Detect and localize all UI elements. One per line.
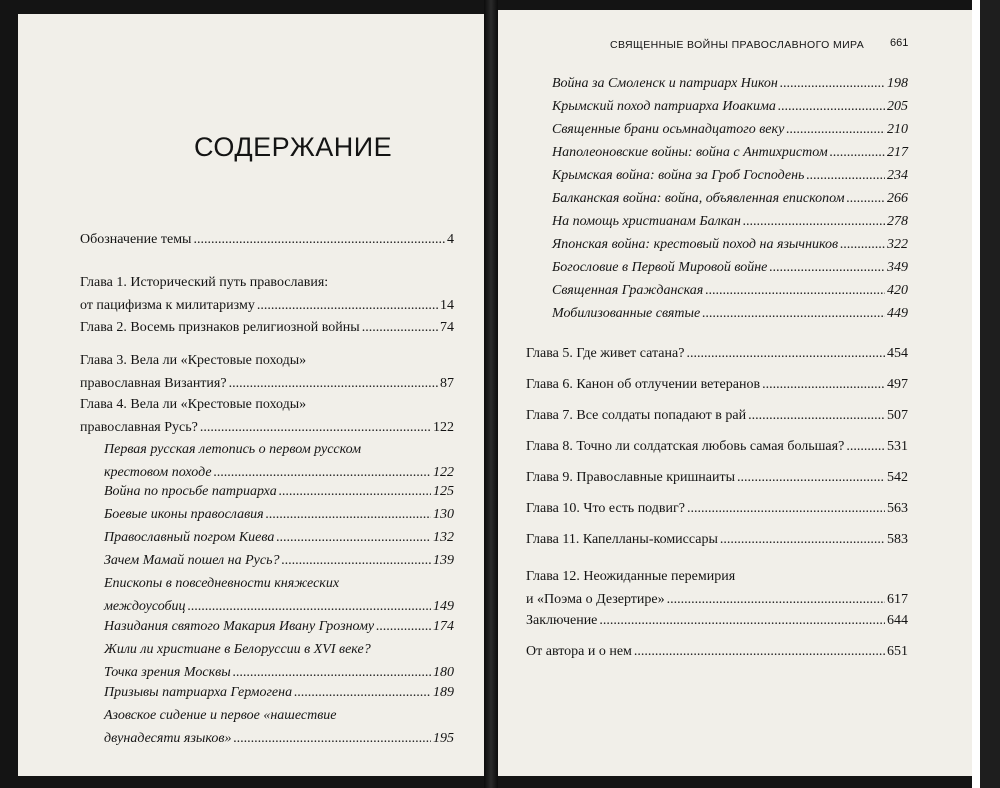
toc-entry-title: Назидания святого Макария Ивану Грозному [104, 619, 375, 634]
right-page [498, 10, 972, 776]
leader-dots [786, 118, 885, 141]
toc-subentry [552, 141, 908, 164]
leader-dots [667, 588, 885, 611]
leader-dots [266, 503, 431, 526]
toc-page-number: 420 [887, 283, 908, 298]
toc-subentry [552, 256, 908, 279]
toc-subentry [104, 480, 454, 503]
toc-entry-title: междоусобиц [104, 599, 186, 614]
toc-entry-line [104, 480, 454, 503]
leader-dots [702, 302, 885, 325]
toc-entry [526, 565, 908, 611]
toc-entry-title: Точка зрения Москвы [104, 665, 231, 680]
toc-entry-title: Глава 4. Вела ли «Крестовые походы» [80, 397, 307, 412]
leader-dots [281, 549, 431, 572]
toc-entry-line [104, 638, 454, 661]
toc-subentry [552, 164, 908, 187]
toc-entry-title: Первая русская летопись о первом русском [104, 442, 362, 457]
page-number: 661 [890, 37, 909, 49]
leader-dots [687, 497, 885, 520]
toc-entry-title: Крымский поход патриарха Иоакима [552, 99, 776, 114]
toc-entry-line [104, 438, 454, 461]
toc-entry-line [526, 565, 908, 588]
toc-entry-line [526, 373, 908, 396]
toc-subentry [552, 210, 908, 233]
toc-entry-line [552, 210, 908, 233]
toc-subentry [552, 233, 908, 256]
toc-page-number: 507 [887, 408, 908, 423]
toc-entry-title: православная Византия? [80, 376, 227, 391]
toc-entry-line [526, 609, 908, 632]
toc-entry-title: двунадесяти языков» [104, 731, 232, 746]
page-edge [972, 0, 1000, 788]
leader-dots [846, 435, 885, 458]
toc-page-number: 125 [433, 484, 454, 499]
leader-dots [376, 615, 431, 638]
toc-entry [80, 271, 454, 317]
toc-entry-line [104, 681, 454, 704]
toc-entry-title: Глава 5. Где живет сатана? [526, 346, 685, 361]
toc-entry [80, 349, 454, 395]
toc-entry-line [80, 372, 454, 395]
toc-page-number: 542 [887, 470, 908, 485]
toc-page-number: 132 [433, 530, 454, 545]
leader-dots [806, 164, 885, 187]
toc-entry-title: православная Русь? [80, 420, 198, 435]
toc-page-number: 531 [887, 439, 908, 454]
toc-page-number: 130 [433, 507, 454, 522]
toc-entry-line [104, 526, 454, 549]
toc-page-number: 349 [887, 260, 908, 275]
leader-dots [743, 210, 885, 233]
toc-page-number: 449 [887, 306, 908, 321]
leader-dots [200, 416, 431, 439]
toc-entry-line [526, 435, 908, 458]
leader-dots [229, 372, 438, 395]
toc-entry-title: Глава 10. Что есть подвиг? [526, 501, 685, 516]
toc-entry [526, 609, 908, 632]
toc-entry [526, 435, 908, 458]
toc-entry-title: Глава 8. Точно ли солдатская любовь самая большая? [526, 439, 845, 454]
toc-entry-title: Епископы в повседневности княжеских [104, 576, 340, 591]
toc-entry-line [80, 271, 454, 294]
toc-page-number: 210 [887, 122, 908, 137]
leader-dots [634, 640, 885, 663]
toc-entry-line [104, 615, 454, 638]
toc-entry-title: Балканская война: война, объявленная епископом [552, 191, 845, 206]
leader-dots [748, 404, 885, 427]
toc-entry-title: от пацифизма к милитаризму [80, 298, 255, 313]
leader-dots [276, 526, 431, 549]
toc-entry-title: Православный погром Киева [104, 530, 275, 545]
toc-subentry [552, 187, 908, 210]
toc-entry-title: Наполеоновские войны: война с Антихристом [552, 145, 828, 160]
leader-dots [279, 480, 431, 503]
toc-subentry [552, 118, 908, 141]
toc-page-number: 14 [440, 298, 454, 313]
toc-entry-title: Священные брани осьмнадцатого веку [552, 122, 785, 137]
running-head: СВЯЩЕННЫЕ ВОЙНЫ ПРАВОСЛАВНОГО МИРА [610, 39, 865, 51]
toc-entry-title: Обозначение темы [80, 232, 192, 247]
toc-subentry [104, 503, 454, 526]
toc-entry-title: Глава 2. Восемь признаков религиозной войны [80, 320, 360, 335]
toc-page-number: 454 [887, 346, 908, 361]
toc-page-number: 617 [887, 592, 908, 607]
toc-entry-line [526, 342, 908, 365]
toc-subentry [104, 638, 454, 684]
leader-dots [737, 466, 885, 489]
toc-entry-title: Война по просьбе патриарха [104, 484, 277, 499]
toc-entry [526, 528, 908, 551]
toc-subentry [104, 549, 454, 572]
toc-entry [526, 404, 908, 427]
toc-subentry [552, 72, 908, 95]
book-spine [484, 0, 498, 788]
toc-entry [526, 497, 908, 520]
leader-dots [778, 95, 885, 118]
toc-page-number: 189 [433, 685, 454, 700]
toc-entry [80, 393, 454, 439]
toc-entry [80, 228, 454, 251]
leader-dots [780, 72, 885, 95]
toc-title: СОДЕРЖАНИЕ [194, 132, 393, 162]
toc-subentry [552, 95, 908, 118]
toc-entry-line [104, 727, 454, 750]
toc-entry-title: На помощь христианам Балкан [552, 214, 741, 229]
toc-subentry [104, 704, 454, 750]
toc-entry-title: Азовское сидение и первое «нашествие [104, 708, 337, 723]
toc-entry-line [80, 228, 454, 251]
toc-entry-title: Японская война: крестовый поход на язычников [552, 237, 839, 252]
leader-dots [762, 373, 885, 396]
toc-page-number: 217 [887, 145, 908, 160]
toc-entry-line [552, 141, 908, 164]
toc-entry-line [552, 279, 908, 302]
toc-subentry [552, 302, 908, 325]
toc-entry-title: Глава 9. Православные кришнаиты [526, 470, 736, 485]
toc-entry-line [526, 466, 908, 489]
toc-subentry [552, 279, 908, 302]
toc-entry-title: Глава 1. Исторический путь православия: [80, 275, 329, 290]
leader-dots [847, 187, 885, 210]
toc-entry-line [104, 704, 454, 727]
leader-dots [769, 256, 885, 279]
toc-entry [526, 640, 908, 663]
leader-dots [705, 279, 885, 302]
leader-dots [362, 316, 438, 339]
toc-entry-line [526, 404, 908, 427]
toc-page-number: 198 [887, 76, 908, 91]
left-page [18, 14, 484, 776]
leader-dots [294, 681, 431, 704]
toc-entry [526, 466, 908, 489]
toc-entry-line [552, 95, 908, 118]
toc-entry-title: крестовом походе [104, 465, 212, 480]
toc-page-number: 278 [887, 214, 908, 229]
toc-entry-title: Мобилизованные святые [552, 306, 701, 321]
toc-entry-line [104, 572, 454, 595]
toc-page-number: 266 [887, 191, 908, 206]
toc-entry-title: Глава 7. Все солдаты попадают в рай [526, 408, 747, 423]
toc-entry-title: Глава 11. Капелланы-комиссары [526, 532, 718, 547]
toc-page-number: 322 [887, 237, 908, 252]
toc-page-number: 149 [433, 599, 454, 614]
toc-subentry [104, 615, 454, 638]
toc-entry-line [526, 528, 908, 551]
leader-dots [720, 528, 885, 551]
toc-entry-title: Богословие в Первой Мировой войне [552, 260, 768, 275]
toc-entry-title: Священная Гражданская [552, 283, 704, 298]
toc-page-number: 174 [433, 619, 454, 634]
toc-page-number: 195 [433, 731, 454, 746]
toc-entry-line [552, 72, 908, 95]
toc-entry-title: Крымская война: война за Гроб Господень [552, 168, 805, 183]
toc-entry-line [80, 294, 454, 317]
toc-subentry [104, 572, 454, 618]
toc-entry [80, 316, 454, 339]
toc-entry-title: Зачем Мамай пошел на Русь? [104, 553, 280, 568]
toc-entry-line [80, 316, 454, 339]
toc-entry-title: Глава 3. Вела ли «Крестовые походы» [80, 353, 307, 368]
toc-page-number: 4 [447, 232, 454, 247]
toc-page-number: 87 [440, 376, 454, 391]
toc-page-number: 234 [887, 168, 908, 183]
toc-entry [526, 342, 908, 365]
toc-entry-line [552, 164, 908, 187]
toc-entry-title: Призывы патриарха Гермогена [104, 685, 293, 700]
toc-page-number: 122 [433, 420, 454, 435]
toc-entry-line [80, 416, 454, 439]
leader-dots [840, 233, 885, 256]
toc-entry-line [552, 233, 908, 256]
toc-entry-title: От автора и о нем [526, 644, 632, 659]
toc-entry-title: Боевые иконы православия [104, 507, 264, 522]
toc-entry [526, 373, 908, 396]
toc-page-number: 180 [433, 665, 454, 680]
toc-subentry [104, 681, 454, 704]
toc-entry-title: Глава 12. Неожиданные перемирия [526, 569, 736, 584]
toc-entry-line [552, 256, 908, 279]
toc-entry-title: Заключение [526, 613, 598, 628]
leader-dots [233, 727, 431, 750]
toc-subentry [104, 438, 454, 484]
toc-entry-line [552, 302, 908, 325]
toc-entry-line [552, 118, 908, 141]
toc-entry-title: и «Поэма о Дезертире» [526, 592, 665, 607]
toc-entry-line [552, 187, 908, 210]
leader-dots [257, 294, 438, 317]
toc-entry-title: Жили ли христиане в Белоруссии в XVI веке? [104, 642, 371, 657]
toc-page-number: 139 [433, 553, 454, 568]
leader-dots [193, 228, 445, 251]
toc-entry-line [104, 503, 454, 526]
toc-page-number: 205 [887, 99, 908, 114]
toc-entry-line [80, 349, 454, 372]
toc-page-number: 563 [887, 501, 908, 516]
leader-dots [830, 141, 885, 164]
toc-page-number: 644 [887, 613, 908, 628]
toc-page-number: 497 [887, 377, 908, 392]
leader-dots [686, 342, 885, 365]
toc-entry-title: Глава 6. Канон об отлучении ветеранов [526, 377, 761, 392]
toc-entry-line [526, 497, 908, 520]
toc-page-number: 74 [440, 320, 454, 335]
toc-entry-line [104, 549, 454, 572]
toc-page-number: 651 [887, 644, 908, 659]
toc-entry-line [526, 640, 908, 663]
toc-entry-line [526, 588, 908, 611]
toc-entry-line [80, 393, 454, 416]
toc-page-number: 583 [887, 532, 908, 547]
toc-entry-title: Война за Смоленск и патриарх Никон [552, 76, 778, 91]
toc-subentry [104, 526, 454, 549]
toc-page-number: 122 [433, 465, 454, 480]
leader-dots [599, 609, 885, 632]
